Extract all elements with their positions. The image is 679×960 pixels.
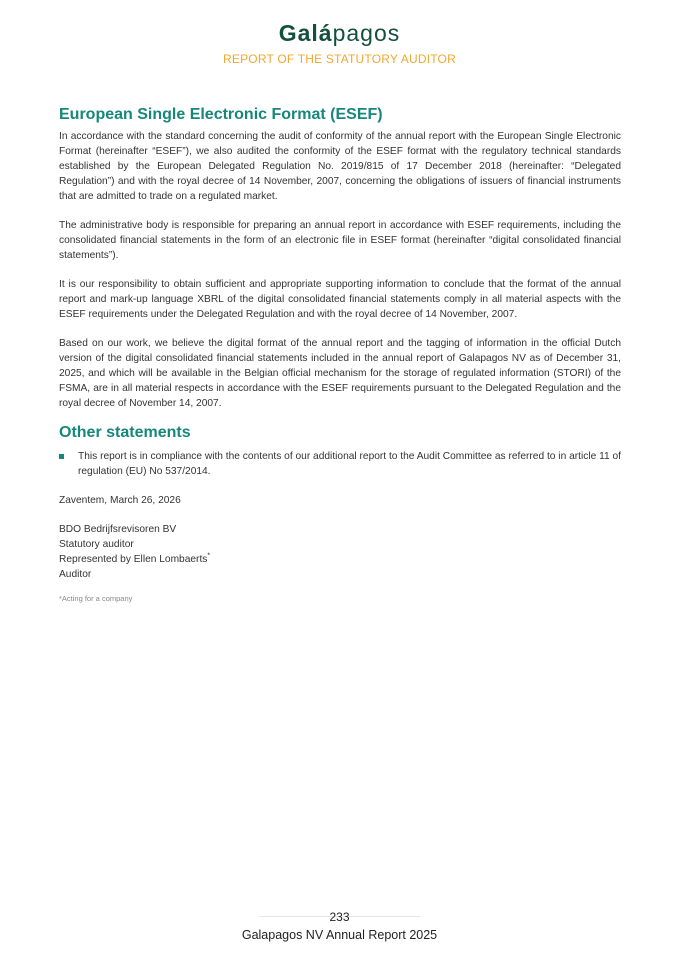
footnote: *Acting for a company <box>59 594 133 603</box>
signature-title: Auditor <box>59 569 92 580</box>
logo-bold-part: Galá <box>278 20 333 46</box>
esef-paragraph-4: Based on our work, we believe the digital format of the annual report and the tagging of information in the official Dutch version of the digital consolidated financial statements included in the annual report of Galapagos NV as of December 31, 2025, and which will be available in the Belgian official mechanism for the storage of regulated information (STORI) of the FSMA, are in all material respects in accordance with the ESEF requirements pursuant to the Delegated Regulation and the royal decree of November 14, 2007. <box>59 338 621 409</box>
bullet-text: This report is in compliance with the contents of our additional report to the Audit Committee as referred to in article 11 of regulation (EU) No 537/2014. <box>78 451 621 477</box>
signature-date: Zaventem, March 26, 2026 <box>59 495 181 506</box>
signature-role: Statutory auditor <box>59 539 134 550</box>
page-number: 233 <box>329 910 350 924</box>
esef-paragraph-1: In accordance with the standard concerning the audit of conformity of the annual report with the European Single Electronic Format (hereinafter “ESEF”), we also audited the conformity of the ESEF format with the regulatory technical standards established by the European Delegated Regulation No. 2019/815 of 17 December 2018 (hereinafter: “Delegated Regulation”) and with the royal decree of 14 November, 2007, concerning the obligations of issuers of financial instruments that are admitted to trade on a regulated market. <box>59 131 621 202</box>
footnote-marker: * <box>207 552 211 560</box>
other-statements-heading: Other statements <box>59 424 191 441</box>
logo-light-part: pagos <box>332 20 401 46</box>
signature-firm: BDO Bedrijfsrevisoren BV <box>59 524 177 535</box>
esef-paragraph-2: The administrative body is responsible for preparing an annual report in accordance with ESEF requirements, including the consolidated financial statements in the form of an electronic file in ESEF format (hereinafter “digital consolidated financial statements”). <box>59 220 621 261</box>
esef-paragraph-3: It is our responsibility to obtain sufficient and appropriate supporting information to conclude that the format of the annual report and mark-up language XBRL of the digital consolidated financial statements comply in all material aspects with the ESEF requirements under the Delegated Regulation and with the royal decree of 14 November, 2007. <box>59 279 621 320</box>
esef-heading: European Single Electronic Format (ESEF) <box>59 106 383 123</box>
other-statements-bullet <box>59 449 621 479</box>
report-name: Galapagos NV Annual Report 2025 <box>241 928 438 942</box>
bullet-square-icon <box>59 454 64 459</box>
page-content <box>59 104 621 604</box>
report-section-title: REPORT OF THE STATUTORY AUDITOR <box>223 52 456 66</box>
represented-text: Represented by Ellen Lombaerts <box>59 554 208 565</box>
signature-represented <box>59 552 621 567</box>
galapagos-logo <box>0 18 679 48</box>
